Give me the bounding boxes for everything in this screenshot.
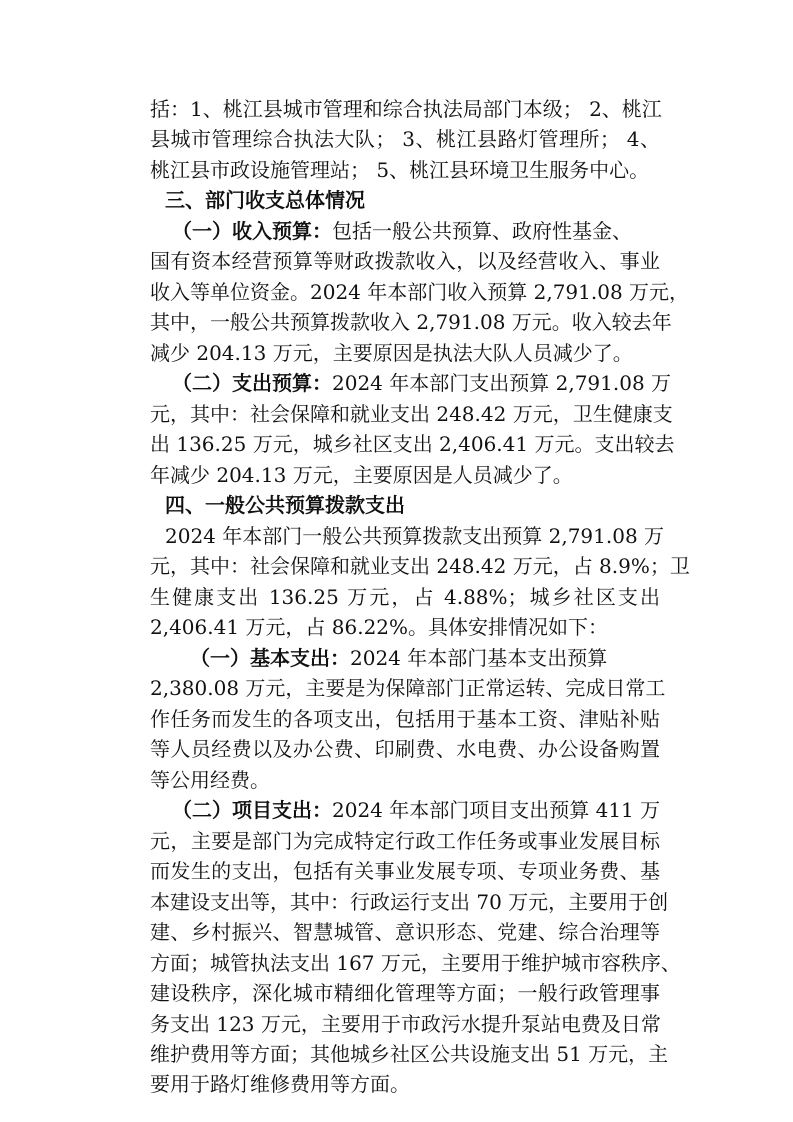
paragraph-line: 年减少 204.13 万元，主要原因是人员减少了。 [150,463,573,487]
paragraph-text: 2024 年本部门基本支出预算 [350,646,608,670]
paragraph-line: 减少 204.13 万元，主要原因是执法大队人员减少了。 [150,341,633,365]
paragraph-line: 方面；城管执法支出 167 万元，主要用于维护城市容秩序、 [150,951,681,975]
paragraph-line [172,217,660,245]
paragraph-line: 2,406.41 万元，占 86.22%。具体安排情况如下： [150,615,609,639]
paragraph-line: 等公用经费。 [150,768,270,792]
paragraph-line: 元，其中：社会保障和就业支出 248.42 万元，卫生健康支 [150,402,673,426]
paragraph-line [172,796,660,824]
subsection-heading: （一）基本支出： [190,646,350,670]
paragraph-line: 元，主要是部门为完成特定行政工作任务或事业发展目标 [150,829,660,853]
paragraph-text: 2024 年本部门项目支出预算 411 万 [332,798,661,822]
paragraph-line: 维护费用等方面；其他城乡社区公共设施支出 51 万元，主 [150,1042,669,1066]
subsection-heading: （二）支出预算： [172,371,332,395]
subsection-heading: （一）收入预算： [172,219,332,243]
paragraph-line: 而发生的支出，包括有关事业发展专项、专项业务费、基 [150,859,660,883]
paragraph-line: 元，其中：社会保障和就业支出 248.42 万元，占 8.9%；卫 [150,554,690,578]
paragraph-line: 收入等单位资金。2024 年本部门收入预算 2,791.08 万元， [150,280,690,304]
paragraph-text: 包括一般公共预算、政府性基金、 [332,219,632,243]
paragraph-line: 建、乡村振兴、智慧城管、意识形态、党建、综合治理等 [150,920,660,944]
paragraph-line: 生健康支出 136.25 万元，占 4.88%；城乡社区支出 [150,585,660,609]
section-heading-4: 四、一般公共预算拨款支出 [165,493,405,517]
paragraph-line: 国有资本经营预算等财政拨款收入，以及经营收入、事业 [150,249,660,273]
paragraph-line: 桃江县市政设施管理站； 5、桃江县环境卫生服务中心。 [150,158,650,182]
paragraph-line: 本建设支出等，其中：行政运行支出 70 万元，主要用于创 [150,890,669,914]
section-heading-3: 三、部门收支总体情况 [165,188,365,212]
paragraph-line: 其中，一般公共预算拨款收入 2,791.08 万元。收入较去年 [150,310,672,334]
paragraph-line: 务支出 123 万元，主要用于市政污水提升泵站电费及日常 [150,1012,661,1036]
paragraph-line: 作任务而发生的各项支出，包括用于基本工资、津贴补贴 [150,707,660,731]
subsection-heading: （二）项目支出： [172,798,332,822]
paragraph-line: 等人员经费以及办公费、印刷费、水电费、办公设备购置 [150,737,660,761]
paragraph-line [190,644,660,672]
paragraph-line: 括：1、桃江县城市管理和综合执法局部门本级； 2、桃江 [150,97,662,121]
paragraph-line: 2024 年本部门一般公共预算拨款支出预算 2,791.08 万 [165,524,665,548]
paragraph-line: 出 136.25 万元，城乡社区支出 2,406.41 万元。支出较去 [150,432,675,456]
paragraph-line: 县城市管理综合执法大队； 3、桃江县路灯管理所； 4、 [150,127,660,151]
paragraph-line: 建设秩序，深化城市精细化管理等方面；一般行政管理事 [150,981,660,1005]
paragraph-text: 2024 年本部门支出预算 2,791.08 万 [332,371,672,395]
paragraph-line [172,369,672,397]
paragraph-line: 要用于路灯维修费用等方面。 [150,1072,410,1096]
paragraph-line: 2,380.08 万元，主要是为保障部门正常运转、完成日常工 [150,676,666,700]
